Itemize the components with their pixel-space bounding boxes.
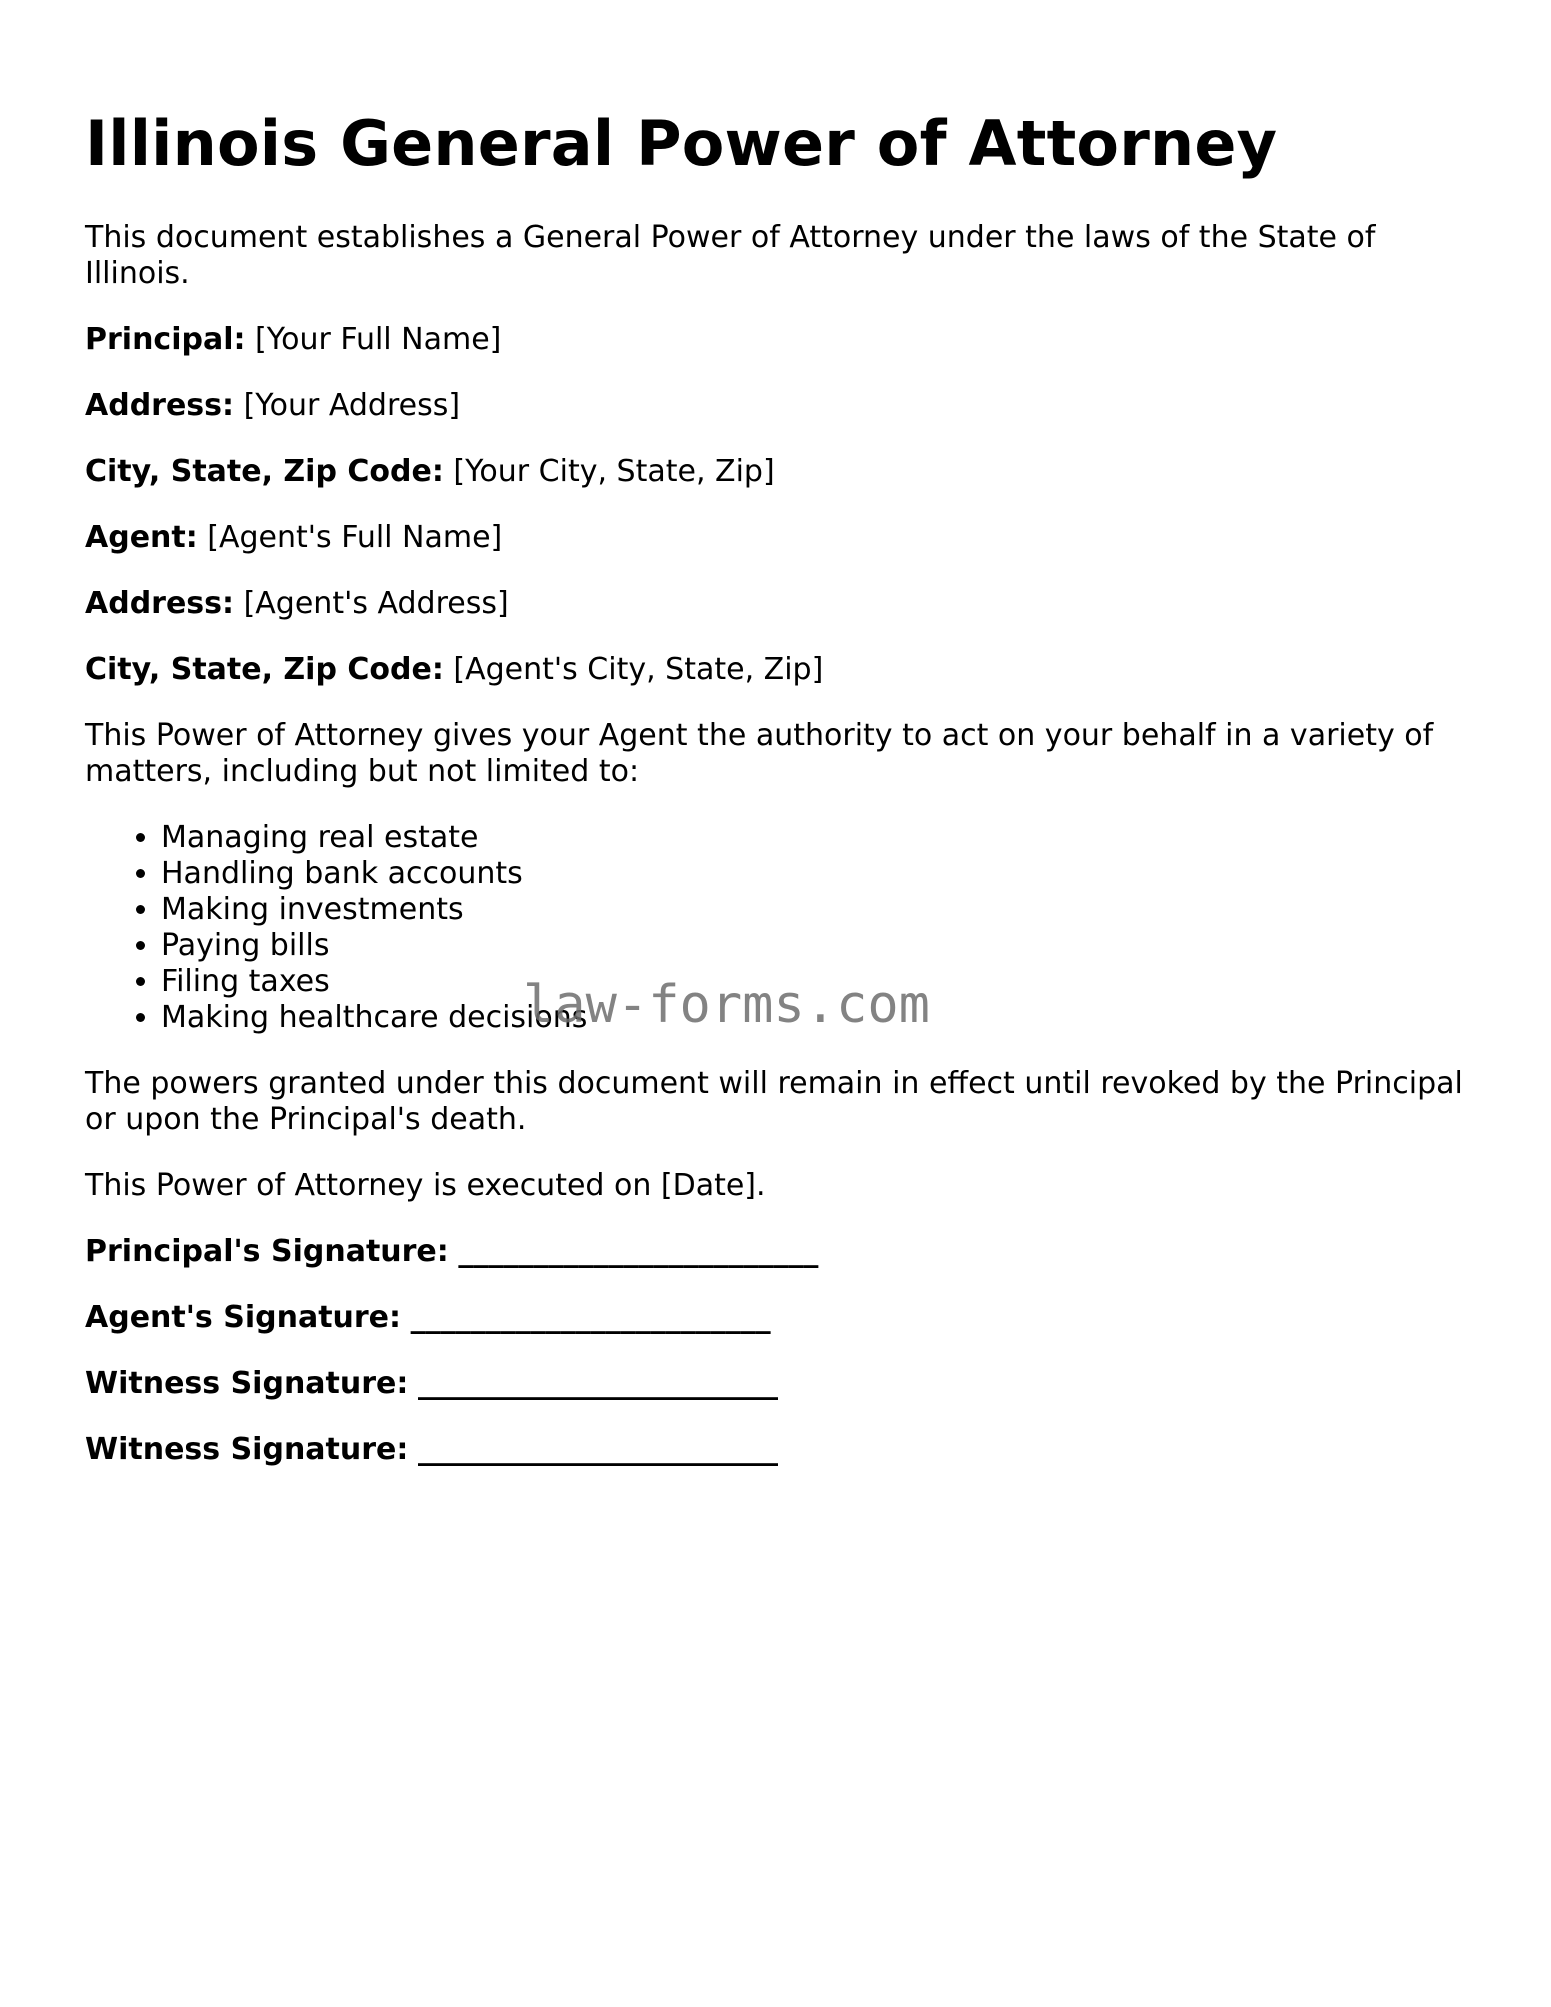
principal-city-value: [Your City, State, Zip]	[453, 454, 775, 489]
witness-signature-field-1	[85, 1366, 1485, 1402]
page-title: Illinois General Power of Attorney	[85, 107, 1278, 180]
duration-paragraph: The powers granted under this document will remain in effect until revoked by the Principal or upon the Principal's death.	[85, 1066, 1463, 1137]
witness-signature-field-2	[85, 1432, 1485, 1468]
authority-paragraph: This Power of Attorney gives your Agent the authority to act on your behalf in a variety of matters, including but not limited to:	[85, 718, 1434, 789]
agent-name-value: [Agent's Full Name]	[207, 520, 503, 555]
list-item: • Handling bank accounts	[161, 856, 1485, 892]
principal-address-label: Address:	[85, 388, 235, 423]
witness-signature-label-1: Witness Signature:	[85, 1366, 409, 1401]
intro-paragraph: This document establishes a General Power of Attorney under the laws of the State of Illinois.	[85, 220, 1376, 291]
agent-signature-field	[85, 1300, 1485, 1336]
witness-signature-label-2: Witness Signature:	[85, 1432, 409, 1467]
principal-name-label: Principal:	[85, 322, 246, 357]
list-item: • Making healthcare decisions	[161, 1000, 1485, 1036]
principal-city-field	[85, 454, 1485, 490]
watermark: law-forms.com	[523, 975, 930, 1035]
principal-address-value: [Your Address]	[243, 388, 461, 423]
principal-signature-field	[85, 1234, 1485, 1270]
witness-signature-line-2: ________________________	[417, 1432, 778, 1467]
principal-signature-line: ________________________	[458, 1234, 819, 1269]
principal-city-label: City, State, Zip Code:	[85, 454, 444, 489]
list-item: • Making investments	[161, 892, 1485, 928]
agent-city-label: City, State, Zip Code:	[85, 652, 444, 687]
principal-address-field	[85, 388, 1485, 424]
agent-signature-label: Agent's Signature:	[85, 1300, 402, 1335]
list-item: • Managing real estate	[161, 820, 1485, 856]
agent-address-label: Address:	[85, 586, 235, 621]
agent-city-field	[85, 652, 1485, 688]
execution-paragraph: This Power of Attorney is executed on [Date].	[85, 1168, 766, 1203]
principal-name-value: [Your Full Name]	[255, 322, 502, 357]
witness-signature-line-1: ________________________	[417, 1366, 778, 1401]
principal-name-field	[85, 322, 1485, 358]
agent-signature-line: ________________________	[410, 1300, 771, 1335]
agent-name-label: Agent:	[85, 520, 198, 555]
list-item: • Filing taxes	[161, 964, 1485, 1000]
agent-city-value: [Agent's City, State, Zip]	[453, 652, 824, 687]
list-item: • Paying bills	[161, 928, 1485, 964]
agent-name-field	[85, 520, 1485, 556]
principal-signature-label: Principal's Signature:	[85, 1234, 449, 1269]
agent-address-value: [Agent's Address]	[243, 586, 509, 621]
agent-address-field	[85, 586, 1485, 622]
document-page	[85, 0, 1485, 1468]
